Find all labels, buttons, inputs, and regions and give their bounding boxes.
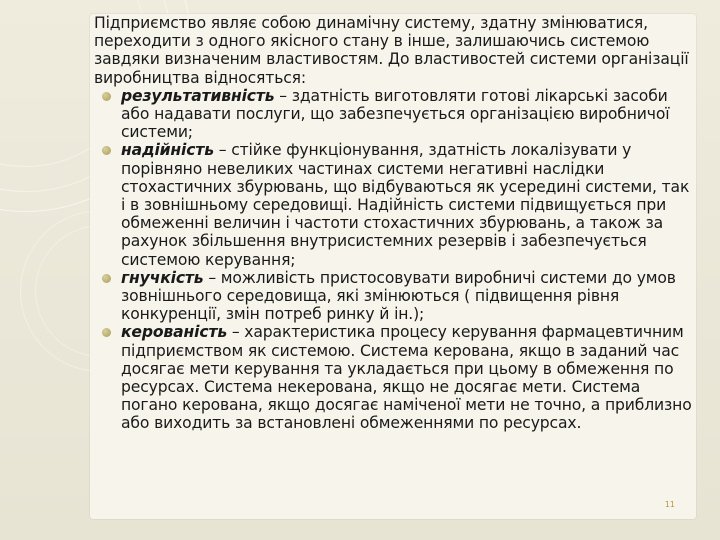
bullet-icon: [102, 274, 111, 283]
intro-paragraph: Підприємство являє собою динамічну систему, здатну змінюватися, переходити з одного якісного стану в інше, залишаючись системою завдяки визначеним властивостям. До властивостей системи організації виробництва відносяться:: [94, 14, 689, 87]
term-description: – здатність виготовляти готові лікарські засоби або надавати послуги, що забезпечується організацією виробничої системи;: [121, 86, 670, 142]
list-item: [94, 141, 694, 268]
page-number: 11: [664, 500, 675, 509]
property-list: [94, 87, 694, 433]
bullet-icon: [102, 328, 111, 337]
term-label: результативність: [121, 86, 275, 105]
term-label: надійність: [121, 141, 214, 160]
list-item: [94, 323, 694, 432]
term-description: – стійке функціонування, здатність локалізувати у порівняно невеликих частинах системи негативні наслідки стохастичних збурювань, що відбуваються як усередині системи, так і в зовнішньому середовищі. Надійність системи підвищується при обмеженні величин і частоти стохастичних збурювань, а також за рахунок збільшення внутрисистемних резервів і забезпечується системою керування;: [121, 141, 690, 269]
list-item: [94, 87, 694, 142]
list-item: [94, 269, 694, 324]
bullet-icon: [102, 146, 111, 155]
term-label: керованість: [121, 323, 228, 342]
body-text: [94, 14, 694, 433]
term-description: – можливість пристосовувати виробничі системи до умов зовнішнього середовища, які змінюються ( підвищення рівня конкуренції, змін потреб ринку й ін.);: [121, 268, 676, 324]
term-label: гнучкість: [121, 268, 204, 287]
content-panel: [90, 14, 696, 519]
term-description: – характеристика процесу керування фармацевтичним підприємством як системою. Система керована, якщо в заданий час досягає мети керування та укладається при цьому в обмеження по ресурсах. Система некерована, якщо не досягає мети. Система погано керована, якщо досягає наміченої мети не точно, а приблизно або виходить за встановлені обмеженнями по ресурсах.: [121, 323, 692, 433]
bullet-icon: [102, 92, 111, 101]
